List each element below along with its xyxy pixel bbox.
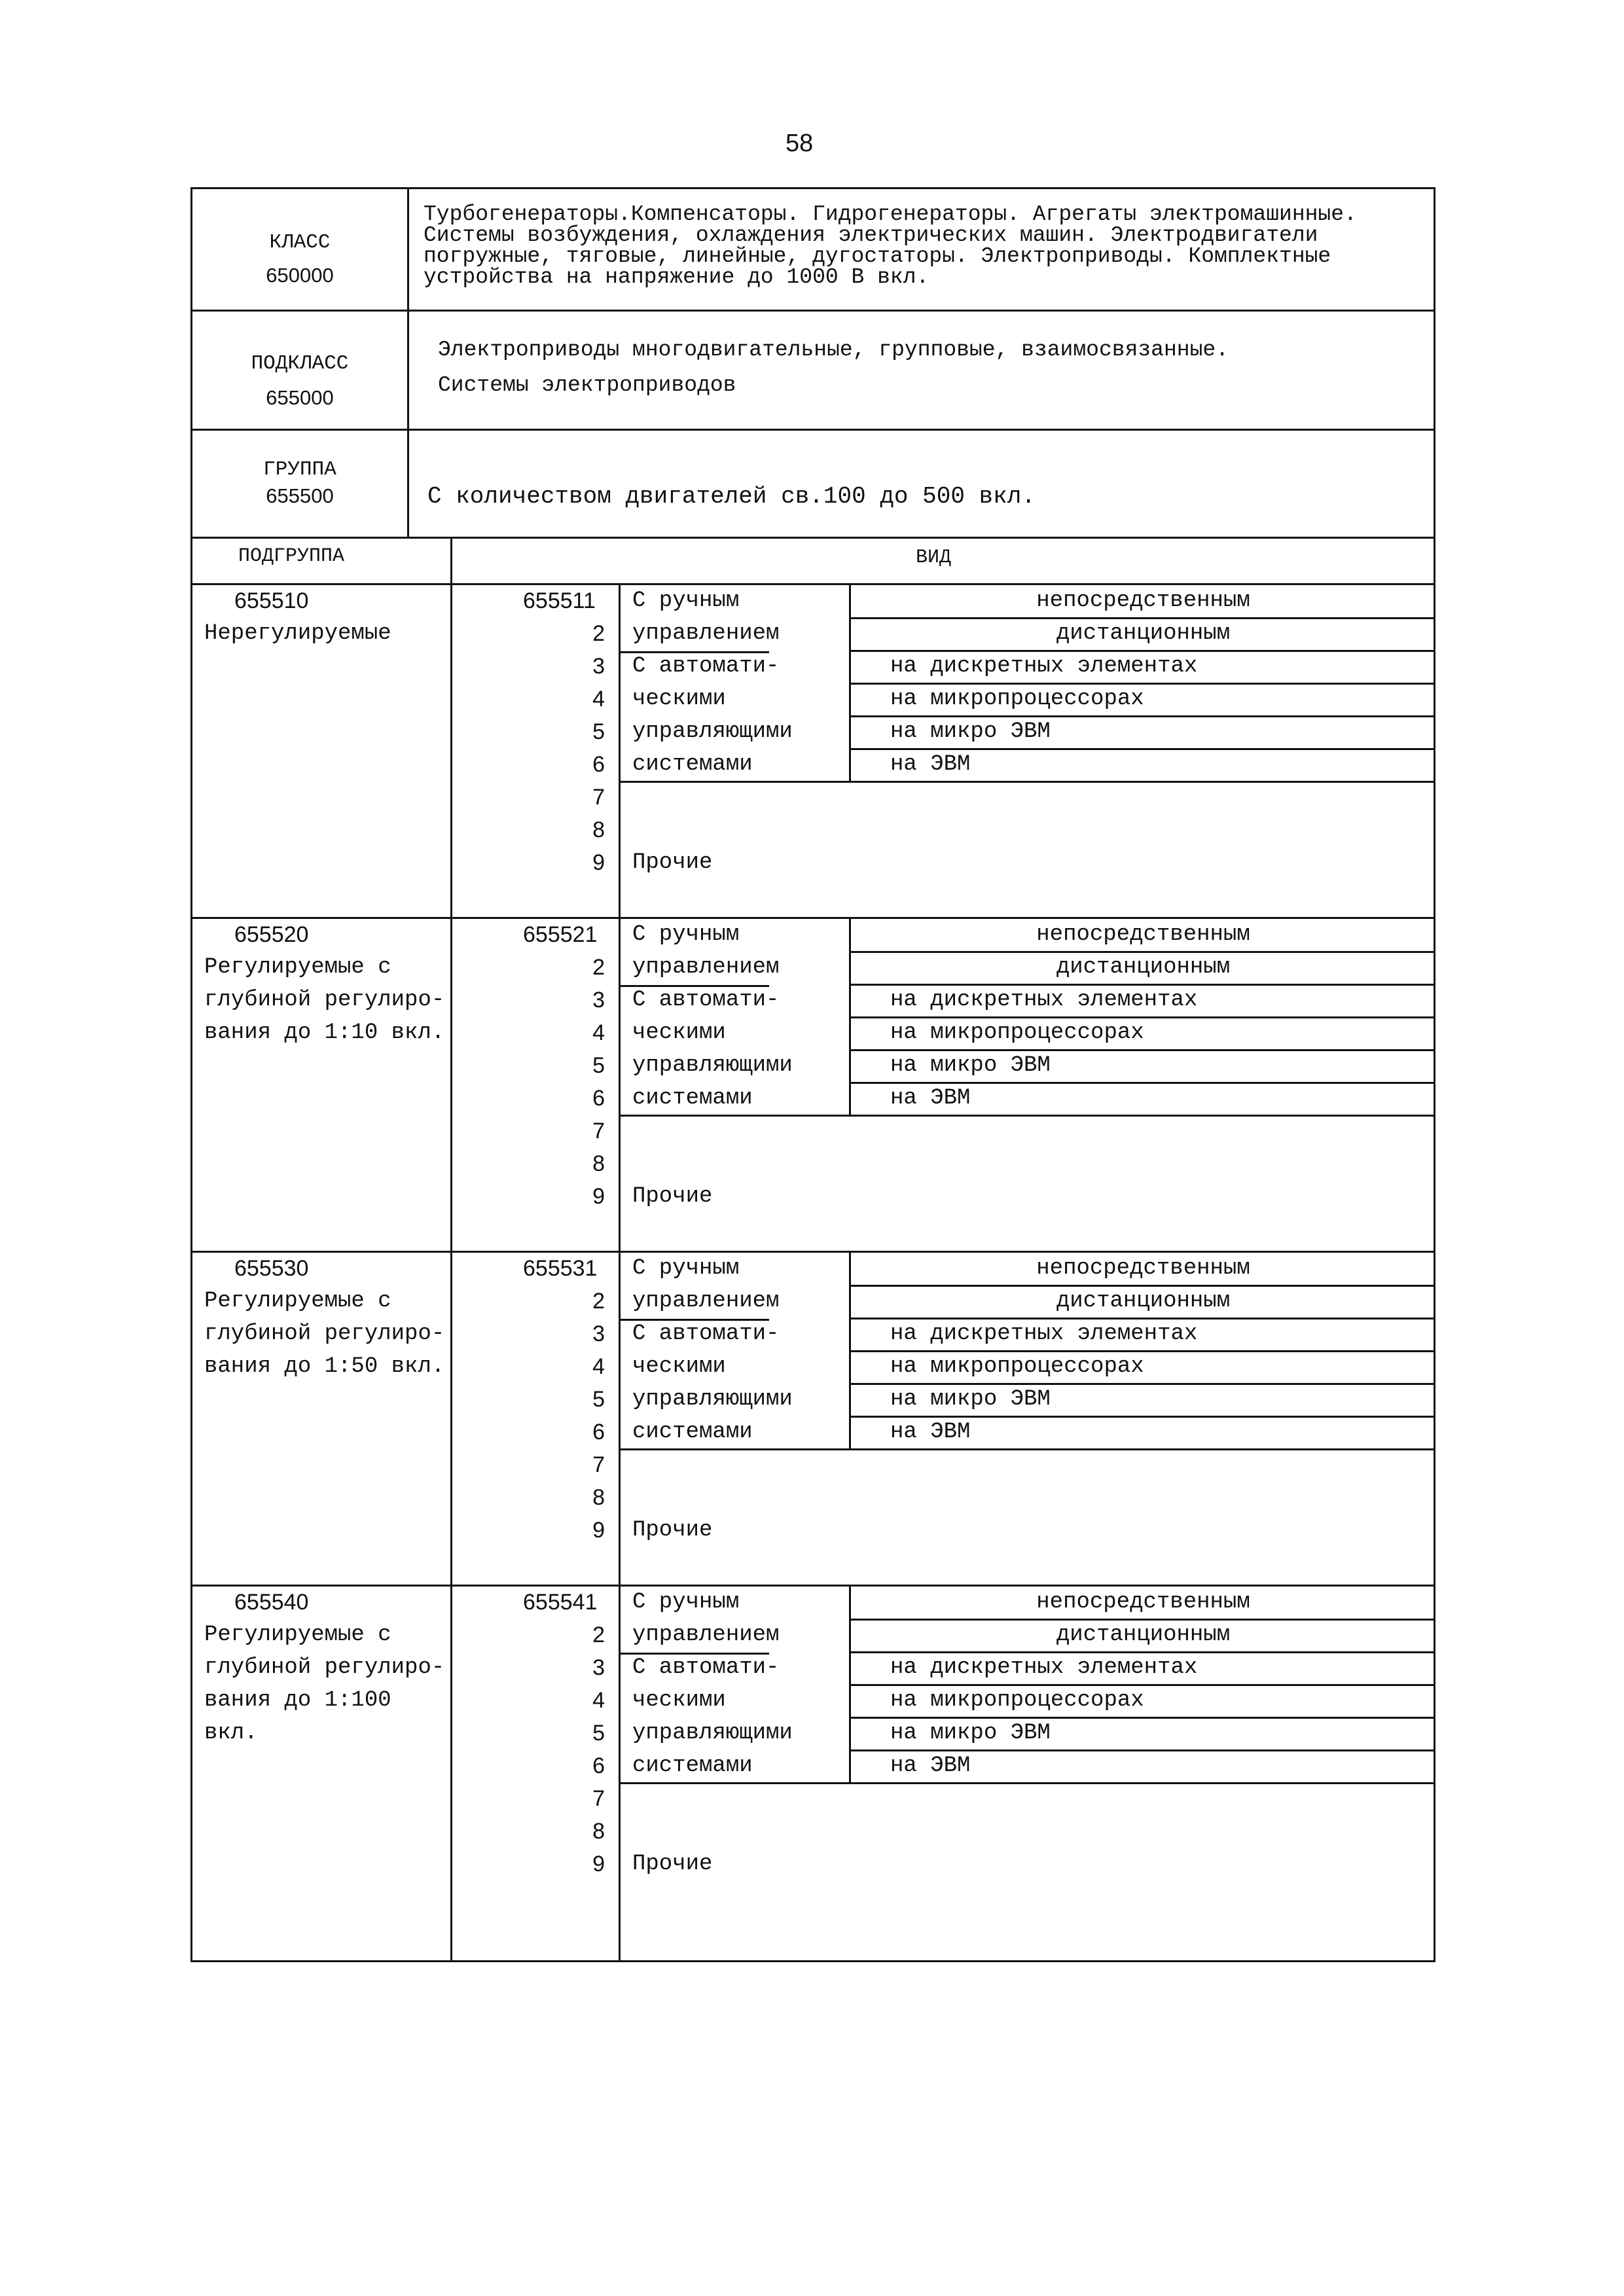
group-description [409, 431, 1434, 537]
subgroup-description-line: вания до 1:10 вкл. [204, 1020, 445, 1045]
kind-number: 8 [592, 1485, 605, 1510]
control-type-text: С автомати- [632, 1655, 780, 1680]
row-divider [619, 1448, 1434, 1450]
row-divider [851, 984, 1435, 986]
kind-header: ВИД [916, 547, 952, 569]
subgroup-description-line: вания до 1:50 вкл. [204, 1354, 445, 1379]
subclass-label: ПОДКЛАСС [251, 352, 349, 375]
kind-text: на ЭВМ [890, 1420, 971, 1444]
row-divider [851, 1416, 1435, 1418]
group-label: ГРУППА [263, 458, 336, 481]
control-type-text: С автомати- [632, 988, 780, 1013]
row-divider [851, 683, 1435, 685]
kind-text: на микропроцессорах [890, 1354, 1144, 1379]
row-divider [851, 1049, 1435, 1051]
row-divider [851, 951, 1435, 953]
control-type-text: С автомати- [632, 654, 780, 679]
subgroup-description-line: Регулируемые с [204, 955, 391, 980]
row-divider [619, 1653, 769, 1655]
row-divider [619, 1782, 1434, 1784]
kind-number: 7 [592, 1786, 605, 1811]
subgroup-description-line: глубиной регулиро- [204, 1655, 445, 1680]
kind-number: 4 [592, 1354, 605, 1379]
subgroup-code: 655540 [234, 1590, 309, 1615]
other-text: Прочие [632, 850, 713, 875]
class-line: устройства на напряжение до 1000 В вкл. [424, 265, 929, 289]
kind-text: непосредственным [1036, 1256, 1250, 1281]
kind-number: 3 [592, 1655, 605, 1680]
class-label-cell [192, 189, 409, 310]
kind-text: на микропроцессорах [890, 1020, 1144, 1045]
subgroup-divider [192, 1251, 1434, 1253]
control-type-text: управлением [632, 1623, 780, 1647]
kind-number: 9 [592, 1852, 605, 1876]
kind-text: дистанционным [1056, 621, 1231, 646]
subgroup-description-line: Регулируемые с [204, 1289, 391, 1314]
kind-number: 2 [592, 1289, 605, 1314]
control-type-text: системами [632, 1420, 753, 1444]
kind-text: на дискретных элементах [890, 1321, 1198, 1346]
kind-number: 4 [592, 1020, 605, 1045]
kind-number: 6 [592, 1420, 605, 1444]
class-block [190, 187, 1435, 312]
row-divider [851, 715, 1435, 717]
row-divider [851, 1350, 1435, 1352]
subgroup-description-line: глубиной регулиро- [204, 988, 445, 1013]
subclass-description [409, 312, 1434, 429]
kind-number: 8 [592, 1151, 605, 1176]
kind-number: 5 [592, 1387, 605, 1412]
kind-text: дистанционным [1056, 1623, 1231, 1647]
kind-text: непосредственным [1036, 1590, 1250, 1615]
class-line: Турбогенераторы.Компенсаторы. Гидрогенераторы. Агрегаты электромашинные. [424, 202, 1357, 226]
control-type-text: управлением [632, 621, 780, 646]
group-label-cell [192, 431, 409, 537]
group-code: 655500 [266, 484, 334, 507]
kind-number: 9 [592, 850, 605, 875]
subgroup-description-line: Нерегулируемые [204, 621, 391, 646]
subgroup-code: 655530 [234, 1256, 309, 1281]
kind-number: 9 [592, 1518, 605, 1543]
subclass-line: Системы электроприводов [438, 373, 736, 397]
kind-number: 5 [592, 1053, 605, 1078]
control-type-text: управляющими [632, 1387, 793, 1412]
kind-text: на дискретных элементах [890, 988, 1198, 1013]
other-text: Прочие [632, 1184, 713, 1209]
control-type-text: С ручным [632, 1590, 740, 1615]
control-type-text: С ручным [632, 922, 740, 947]
kind-number: 4 [592, 687, 605, 711]
kind-code: 655511 [523, 588, 596, 613]
kind-text: непосредственным [1036, 922, 1250, 947]
kind-number: 8 [592, 1819, 605, 1844]
control-type-text: управлением [632, 1289, 780, 1314]
kind-number: 6 [592, 1753, 605, 1778]
subclass-label-cell [192, 312, 409, 429]
subgroup-description-line: Регулируемые с [204, 1623, 391, 1647]
control-type-text: С ручным [632, 588, 740, 613]
other-text: Прочие [632, 1852, 713, 1876]
row-divider [619, 1115, 1434, 1117]
subgroup-description-line: глубиной регулиро- [204, 1321, 445, 1346]
kind-text: на дискретных элементах [890, 654, 1198, 679]
control-type-text: системами [632, 1086, 753, 1111]
kind-text: на ЭВМ [890, 1753, 971, 1778]
row-divider [851, 1318, 1435, 1319]
group-line: С количеством двигателей св.100 до 500 вкл. [427, 483, 1036, 510]
row-divider [851, 1285, 1435, 1287]
subgroup-description-line: вкл. [204, 1721, 258, 1746]
kind-number: 8 [592, 817, 605, 842]
column-divider [619, 583, 621, 1960]
kind-number: 2 [592, 621, 605, 646]
kind-number: 5 [592, 1721, 605, 1746]
subgroup-description-line: вания до 1:100 [204, 1688, 391, 1713]
subclass-line: Электроприводы многодвигательные, групповые, взаимосвязанные. [438, 338, 1229, 362]
kind-text: на микро ЭВМ [890, 1387, 1051, 1412]
kind-number: 6 [592, 1086, 605, 1111]
kind-number: 6 [592, 752, 605, 777]
control-type-text: управлением [632, 955, 780, 980]
kind-text: на микропроцессорах [890, 687, 1144, 711]
control-type-text: управляющими [632, 1721, 793, 1746]
kind-text: на микро ЭВМ [890, 719, 1051, 744]
control-type-text: ческими [632, 1020, 726, 1045]
kind-code: 655531 [523, 1256, 598, 1281]
kind-number: 3 [592, 654, 605, 679]
subclass-code: 655000 [266, 386, 334, 409]
subgroup-divider [192, 1585, 1434, 1587]
row-divider [851, 1651, 1435, 1653]
kind-number: 9 [592, 1184, 605, 1209]
control-type-text: С автомати- [632, 1321, 780, 1346]
row-divider [851, 1619, 1435, 1621]
subclass-block [190, 310, 1435, 431]
kind-number: 7 [592, 1452, 605, 1477]
row-divider [851, 1684, 1435, 1686]
kind-code: 655521 [523, 922, 598, 947]
kind-number: 4 [592, 1688, 605, 1713]
kind-text: на ЭВМ [890, 752, 971, 777]
control-type-text: управляющими [632, 1053, 793, 1078]
kind-text: непосредственным [1036, 588, 1250, 613]
row-divider [851, 1383, 1435, 1385]
class-line: Системы возбуждения, охлаждения электрических машин. Электродвигатели [424, 223, 1318, 247]
kind-text: на микро ЭВМ [890, 1053, 1051, 1078]
subgroup-code: 655510 [234, 588, 309, 613]
row-divider [619, 1319, 769, 1321]
row-divider [851, 748, 1435, 750]
kind-text: на микро ЭВМ [890, 1721, 1051, 1746]
subgroup-divider [192, 917, 1434, 919]
kind-number: 7 [592, 1119, 605, 1143]
control-type-text: ческими [632, 1688, 726, 1713]
other-text: Прочие [632, 1518, 713, 1543]
kind-code: 655541 [523, 1590, 598, 1615]
class-code: 650000 [266, 264, 334, 287]
control-type-text: С ручным [632, 1256, 740, 1281]
row-divider [851, 1717, 1435, 1719]
kind-number: 3 [592, 1321, 605, 1346]
kind-number: 3 [592, 988, 605, 1013]
class-label: КЛАСС [269, 231, 331, 254]
kind-number: 2 [592, 1623, 605, 1647]
kind-text: дистанционным [1056, 1289, 1231, 1314]
control-type-text: ческими [632, 1354, 726, 1379]
row-divider [619, 651, 769, 653]
control-type-text: ческими [632, 687, 726, 711]
class-line: погружные, тяговые, линейные, дугостаторы. Электроприводы. Комплектные [424, 244, 1331, 268]
header-divider [192, 583, 1434, 585]
class-description [409, 189, 1434, 310]
kind-text: дистанционным [1056, 955, 1231, 980]
classification-table [190, 537, 1435, 1962]
kind-text: на ЭВМ [890, 1086, 971, 1111]
kind-number: 7 [592, 785, 605, 810]
kind-number: 5 [592, 719, 605, 744]
row-divider [619, 985, 769, 987]
control-type-text: системами [632, 752, 753, 777]
control-type-text: системами [632, 1753, 753, 1778]
kind-number: 2 [592, 955, 605, 980]
page-number: 58 [785, 130, 814, 157]
column-divider [450, 539, 452, 1960]
row-divider [851, 617, 1435, 619]
row-divider [851, 1016, 1435, 1018]
kind-text: на дискретных элементах [890, 1655, 1198, 1680]
row-divider [851, 1082, 1435, 1084]
row-divider [851, 1749, 1435, 1751]
control-type-text: управляющими [632, 719, 793, 744]
row-divider [851, 650, 1435, 652]
row-divider [619, 781, 1434, 783]
group-block [190, 429, 1435, 539]
subgroup-code: 655520 [234, 922, 309, 947]
subgroup-header: ПОДГРУППА [238, 545, 345, 567]
kind-text: на микропроцессорах [890, 1688, 1144, 1713]
